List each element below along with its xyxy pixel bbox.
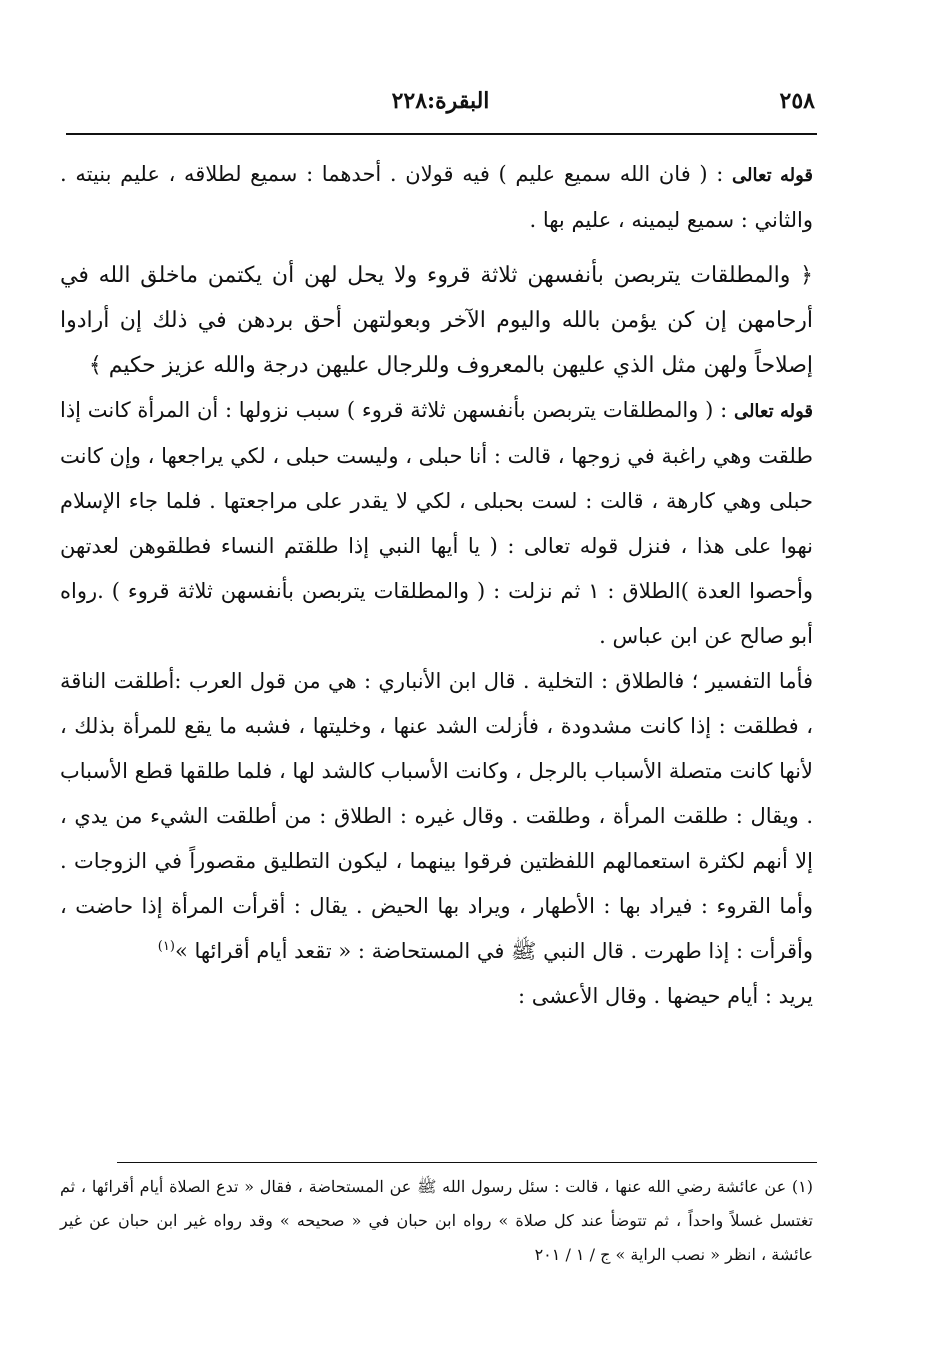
footnote-1: (١) عن عائشة رضي الله عنها ، قالت : سئل رسول الله ﷺ عن المستحاضة ، فقال « تدع الصلاة أيام أقرائها ، ثم تغتسل غسلاً واحداً ، ثم تتوضأ عند كل صلاة » رواه ابن حبان في « صحيحه » وقد رواه غير ابن حبان عن غير عائشة ، انظر « نصب الراية » ج / ١ / ٢٠١ <box>60 1177 813 1264</box>
footnote-reference: (١) <box>157 939 175 954</box>
verse-text: ﴿ والمطلقات يتربصن بأنفسهن ثلاثة قروء ولا يحل لهن أن يكتمن ماخلق الله في أرحامهن إن كن يؤمن بالله واليوم الآخر وبعولتهن أحق بردهن في ذلك إن أرادوا إصلاحاً ولهن مثل الذي عليهن بالمعروف وللرجال عليهن درجة والله عزيز حكيم ﴾ <box>60 263 813 378</box>
paragraph-text: : ( فان الله سميع عليم ) فيه قولان . أحدهما : سميع لطلاقه ، عليم بنيته . والثاني : سميع ليمينه ، عليم بها . <box>60 162 813 232</box>
paragraph-1 <box>60 152 813 243</box>
header-divider <box>66 133 817 135</box>
paragraph-text: فأما التفسير ؛ فالطلاق : التخلية . قال ابن الأنباري : هي من قول العرب :أطلقت الناقة ، فطلقت : إذا كانت مشدودة ، فأزلت الشد عنها ، وخليتها ، فشبه ما يقع للمرأة بذلك ، لأنها كانت متصلة الأسباب بالرجل ، وكانت الأسباب كالشد لها ، فلما طلقها قطع الأسباب . ويقال : طلقت المرأة ، وطلقت . وقال غيره : الطلاق : من أطلقت الشيء من يدي ، إلا أنهم لكثرة استعمالهم اللفظتين فرقوا بينهما ، ليكون التطليق مقصوراً في الزوجات . وأما القروء : فيراد بها : الأطهار ، ويراد بها الحيض . يقال : أقرأت المرأة إذا حاضت ، وأقرأت : إذا طهرت . قال النبي ﷺ في المستحاضة : « تقعد أيام أقرائها » <box>60 669 813 963</box>
paragraph-4 <box>60 974 813 1019</box>
running-head: البقرة:٢٢٨ <box>391 88 490 114</box>
page-header <box>66 88 815 128</box>
footnote-divider <box>117 1162 817 1163</box>
quran-verse <box>60 253 813 388</box>
main-text <box>60 152 813 1019</box>
paragraph-2 <box>60 388 813 659</box>
paragraph-text: : ( والمطلقات يتربصن بأنفسهن ثلاثة قروء ) سبب نزولها : أن المرأة كانت إذا طلقت وهي راغبة في زوجها ، قالت : أنا حبلى ، وليست حبلى ، لكي يراجعها ، وإن كانت حبلى وهي كارهة ، قالت : لست بحبلى ، لكي لا يقدر على مراجعتها . فلما جاء الإسلام نهوا على هذا ، فنزل قوله تعالى : ( يا أيها النبي إذا طلقتم النساء فطلقوهن لعدتهن وأحصوا العدة )الطلاق : ١ ثم نزلت : ( والمطلقات يتربصن بأنفسهن ثلاثة قروء ) .رواه أبو صالح عن ابن عباس . <box>60 398 813 648</box>
footnotes <box>60 1170 813 1272</box>
paragraph-3 <box>60 659 813 974</box>
keyword-label: قوله تعالى <box>733 401 813 422</box>
paragraph-text: يريد : أيام حيضها . وقال الأعشى : <box>518 984 813 1008</box>
keyword-label: قوله تعالى <box>732 165 813 186</box>
page-number: ٢٥٨ <box>779 88 815 114</box>
